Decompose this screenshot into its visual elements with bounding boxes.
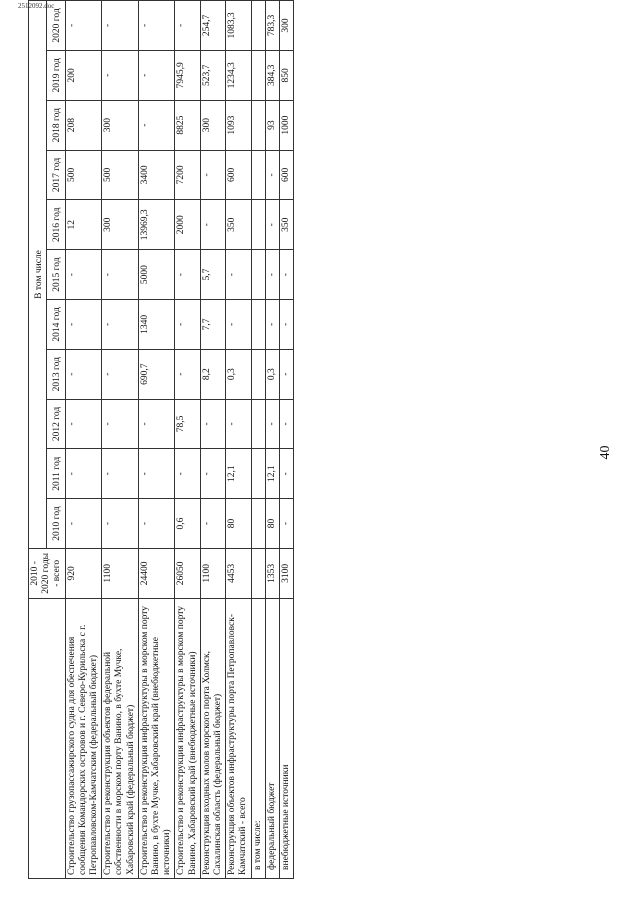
row-year-value xyxy=(251,299,265,349)
row-year-value: 384,3 xyxy=(265,50,279,100)
row-year-value: 1000 xyxy=(280,100,294,150)
row-year-value: - xyxy=(175,299,200,349)
header-year: 2020 год xyxy=(47,1,65,51)
row-year-value xyxy=(251,250,265,300)
table-body xyxy=(65,1,294,879)
row-total xyxy=(251,548,265,598)
row-year-value: - xyxy=(65,499,102,549)
row-year-value: - xyxy=(138,499,175,549)
row-year-value: - xyxy=(138,100,175,150)
row-year-value: 1234,3 xyxy=(226,50,251,100)
row-year-value: - xyxy=(200,449,225,499)
row-year-value: 80 xyxy=(226,499,251,549)
row-year-value: - xyxy=(280,499,294,549)
row-year-value xyxy=(251,50,265,100)
row-year-value: - xyxy=(175,1,200,51)
row-total: 26050 xyxy=(175,548,200,598)
row-year-value: - xyxy=(226,399,251,449)
table-row xyxy=(200,1,225,879)
header-total: 2010 - 2020 годы - всего xyxy=(29,548,66,598)
row-year-value: 2000 xyxy=(175,200,200,250)
row-name: федеральный бюджет xyxy=(265,598,279,878)
header-year: 2015 год xyxy=(47,250,65,300)
row-year-value: - xyxy=(265,299,279,349)
row-year-value: - xyxy=(175,449,200,499)
row-year-value xyxy=(251,1,265,51)
row-year-value: 7945,9 xyxy=(175,50,200,100)
row-year-value: - xyxy=(280,399,294,449)
row-year-value: - xyxy=(265,150,279,200)
row-year-value: 783,3 xyxy=(265,1,279,51)
row-year-value: 208 xyxy=(65,100,102,150)
row-year-value xyxy=(251,100,265,150)
row-year-value: - xyxy=(102,1,139,51)
row-year-value: - xyxy=(102,349,139,399)
row-name: Строительство и реконструкция инфраструктуры в морском порту Ванино, Хабаровский край (внебюджетные источники) xyxy=(175,598,200,878)
row-year-value: 500 xyxy=(65,150,102,200)
row-year-value: - xyxy=(200,200,225,250)
table-row xyxy=(280,1,294,879)
row-year-value: - xyxy=(102,50,139,100)
table-row xyxy=(65,1,102,879)
row-name: Строительство и реконструкция объектов федеральной собственности в морском порту Ванино, в бухте Мучке, Хабаровский край (федеральный бюджет) xyxy=(102,598,139,878)
footer-filename: 2512092.doc xyxy=(18,2,55,10)
row-year-value: - xyxy=(226,250,251,300)
header-year: 2018 год xyxy=(47,100,65,150)
row-year-value: 523,7 xyxy=(200,50,225,100)
row-year-value: 1083,3 xyxy=(226,1,251,51)
row-year-value: 8,2 xyxy=(200,349,225,399)
table-row xyxy=(102,1,139,879)
header-year: 2012 год xyxy=(47,399,65,449)
row-total: 4453 xyxy=(226,548,251,598)
header-year: 2013 год xyxy=(47,349,65,399)
row-year-value: - xyxy=(102,250,139,300)
row-year-value: 5000 xyxy=(138,250,175,300)
row-year-value: 93 xyxy=(265,100,279,150)
row-year-value: - xyxy=(102,299,139,349)
row-year-value: - xyxy=(102,499,139,549)
row-year-value xyxy=(251,449,265,499)
row-year-value: 350 xyxy=(226,200,251,250)
row-year-value: 300 xyxy=(280,1,294,51)
row-year-value: 690,7 xyxy=(138,349,175,399)
row-year-value: - xyxy=(65,299,102,349)
row-name: в том числе: xyxy=(251,598,265,878)
row-year-value: - xyxy=(280,299,294,349)
row-name: Строительство и реконструкция инфраструктуры в морском порту Ванино, в бухте Мучке, Хабаровский край (внебюджетные источники) xyxy=(138,598,175,878)
row-year-value: - xyxy=(102,449,139,499)
row-year-value: 8825 xyxy=(175,100,200,150)
row-year-value: 0,3 xyxy=(265,349,279,399)
row-year-value: 12 xyxy=(65,200,102,250)
row-year-value: 1340 xyxy=(138,299,175,349)
row-total: 24400 xyxy=(138,548,175,598)
row-total: 1100 xyxy=(200,548,225,598)
row-name: Реконструкция входных молов морского порта Холмск, Сахалинская область (федеральный бюджет) xyxy=(200,598,225,878)
row-year-value: - xyxy=(65,250,102,300)
header-year: 2017 год xyxy=(47,150,65,200)
row-total: 1353 xyxy=(265,548,279,598)
row-year-value: - xyxy=(226,299,251,349)
header-year: 2011 год xyxy=(47,449,65,499)
row-year-value: 5,7 xyxy=(200,250,225,300)
row-year-value: 600 xyxy=(280,150,294,200)
row-year-value: 350 xyxy=(280,200,294,250)
row-year-value: - xyxy=(138,1,175,51)
header-group-label: В том числе xyxy=(29,1,47,549)
row-year-value: - xyxy=(280,449,294,499)
page-number: 40 xyxy=(598,445,613,460)
row-year-value xyxy=(251,499,265,549)
row-year-value: 300 xyxy=(102,200,139,250)
row-year-value: 1093 xyxy=(226,100,251,150)
row-year-value: 12,1 xyxy=(265,449,279,499)
row-year-value: 78,5 xyxy=(175,399,200,449)
header-year: 2016 год xyxy=(47,200,65,250)
row-year-value: - xyxy=(265,399,279,449)
row-year-value: 254,7 xyxy=(200,1,225,51)
header-row-1 xyxy=(29,1,47,879)
row-year-value: 500 xyxy=(102,150,139,200)
row-total: 3100 xyxy=(280,548,294,598)
row-name: Строительство грузопассажирского судна для обеспечения сообщения Командорских островов и г. Северо-Курильска с г. Петропавловском-Камчатским (федеральный бюджет) xyxy=(65,598,102,878)
row-year-value: - xyxy=(200,499,225,549)
row-year-value: - xyxy=(138,399,175,449)
table-row xyxy=(251,1,265,879)
row-name: внебюджетные источники xyxy=(280,598,294,878)
row-year-value: - xyxy=(102,399,139,449)
row-year-value xyxy=(251,150,265,200)
row-year-value: - xyxy=(65,449,102,499)
row-year-value: 80 xyxy=(265,499,279,549)
row-year-value: - xyxy=(265,250,279,300)
row-year-value: 7200 xyxy=(175,150,200,200)
row-year-value: 0,6 xyxy=(175,499,200,549)
row-year-value: - xyxy=(65,399,102,449)
header-year: 2014 год xyxy=(47,299,65,349)
row-year-value: 200 xyxy=(65,50,102,100)
table-row xyxy=(138,1,175,879)
row-year-value: 600 xyxy=(226,150,251,200)
row-year-value: 300 xyxy=(102,100,139,150)
table-row xyxy=(175,1,200,879)
row-year-value: - xyxy=(280,250,294,300)
investment-table xyxy=(28,0,294,879)
row-total: 920 xyxy=(65,548,102,598)
row-year-value: 7,7 xyxy=(200,299,225,349)
row-year-value: 850 xyxy=(280,50,294,100)
row-year-value: 3400 xyxy=(138,150,175,200)
row-year-value: - xyxy=(280,349,294,399)
row-year-value: - xyxy=(138,449,175,499)
table-row xyxy=(226,1,251,879)
row-year-value xyxy=(251,399,265,449)
header-year: 2010 год xyxy=(47,499,65,549)
row-year-value: - xyxy=(265,200,279,250)
row-total: 1100 xyxy=(102,548,139,598)
row-year-value: 13969,3 xyxy=(138,200,175,250)
row-year-value: - xyxy=(200,399,225,449)
row-year-value xyxy=(251,200,265,250)
table-row xyxy=(265,1,279,879)
row-year-value: - xyxy=(138,50,175,100)
header-name-cell xyxy=(29,598,66,878)
row-year-value: - xyxy=(175,349,200,399)
row-year-value: - xyxy=(65,349,102,399)
row-year-value xyxy=(251,349,265,399)
row-year-value: - xyxy=(65,1,102,51)
row-year-value: - xyxy=(200,150,225,200)
header-year: 2019 год xyxy=(47,50,65,100)
row-year-value: - xyxy=(175,250,200,300)
row-year-value: 12,1 xyxy=(226,449,251,499)
row-name: Реконструкция объектов инфраструктуры порта Петропавловск-Камчатский - всего xyxy=(226,598,251,878)
row-year-value: 300 xyxy=(200,100,225,150)
row-year-value: 0,3 xyxy=(226,349,251,399)
